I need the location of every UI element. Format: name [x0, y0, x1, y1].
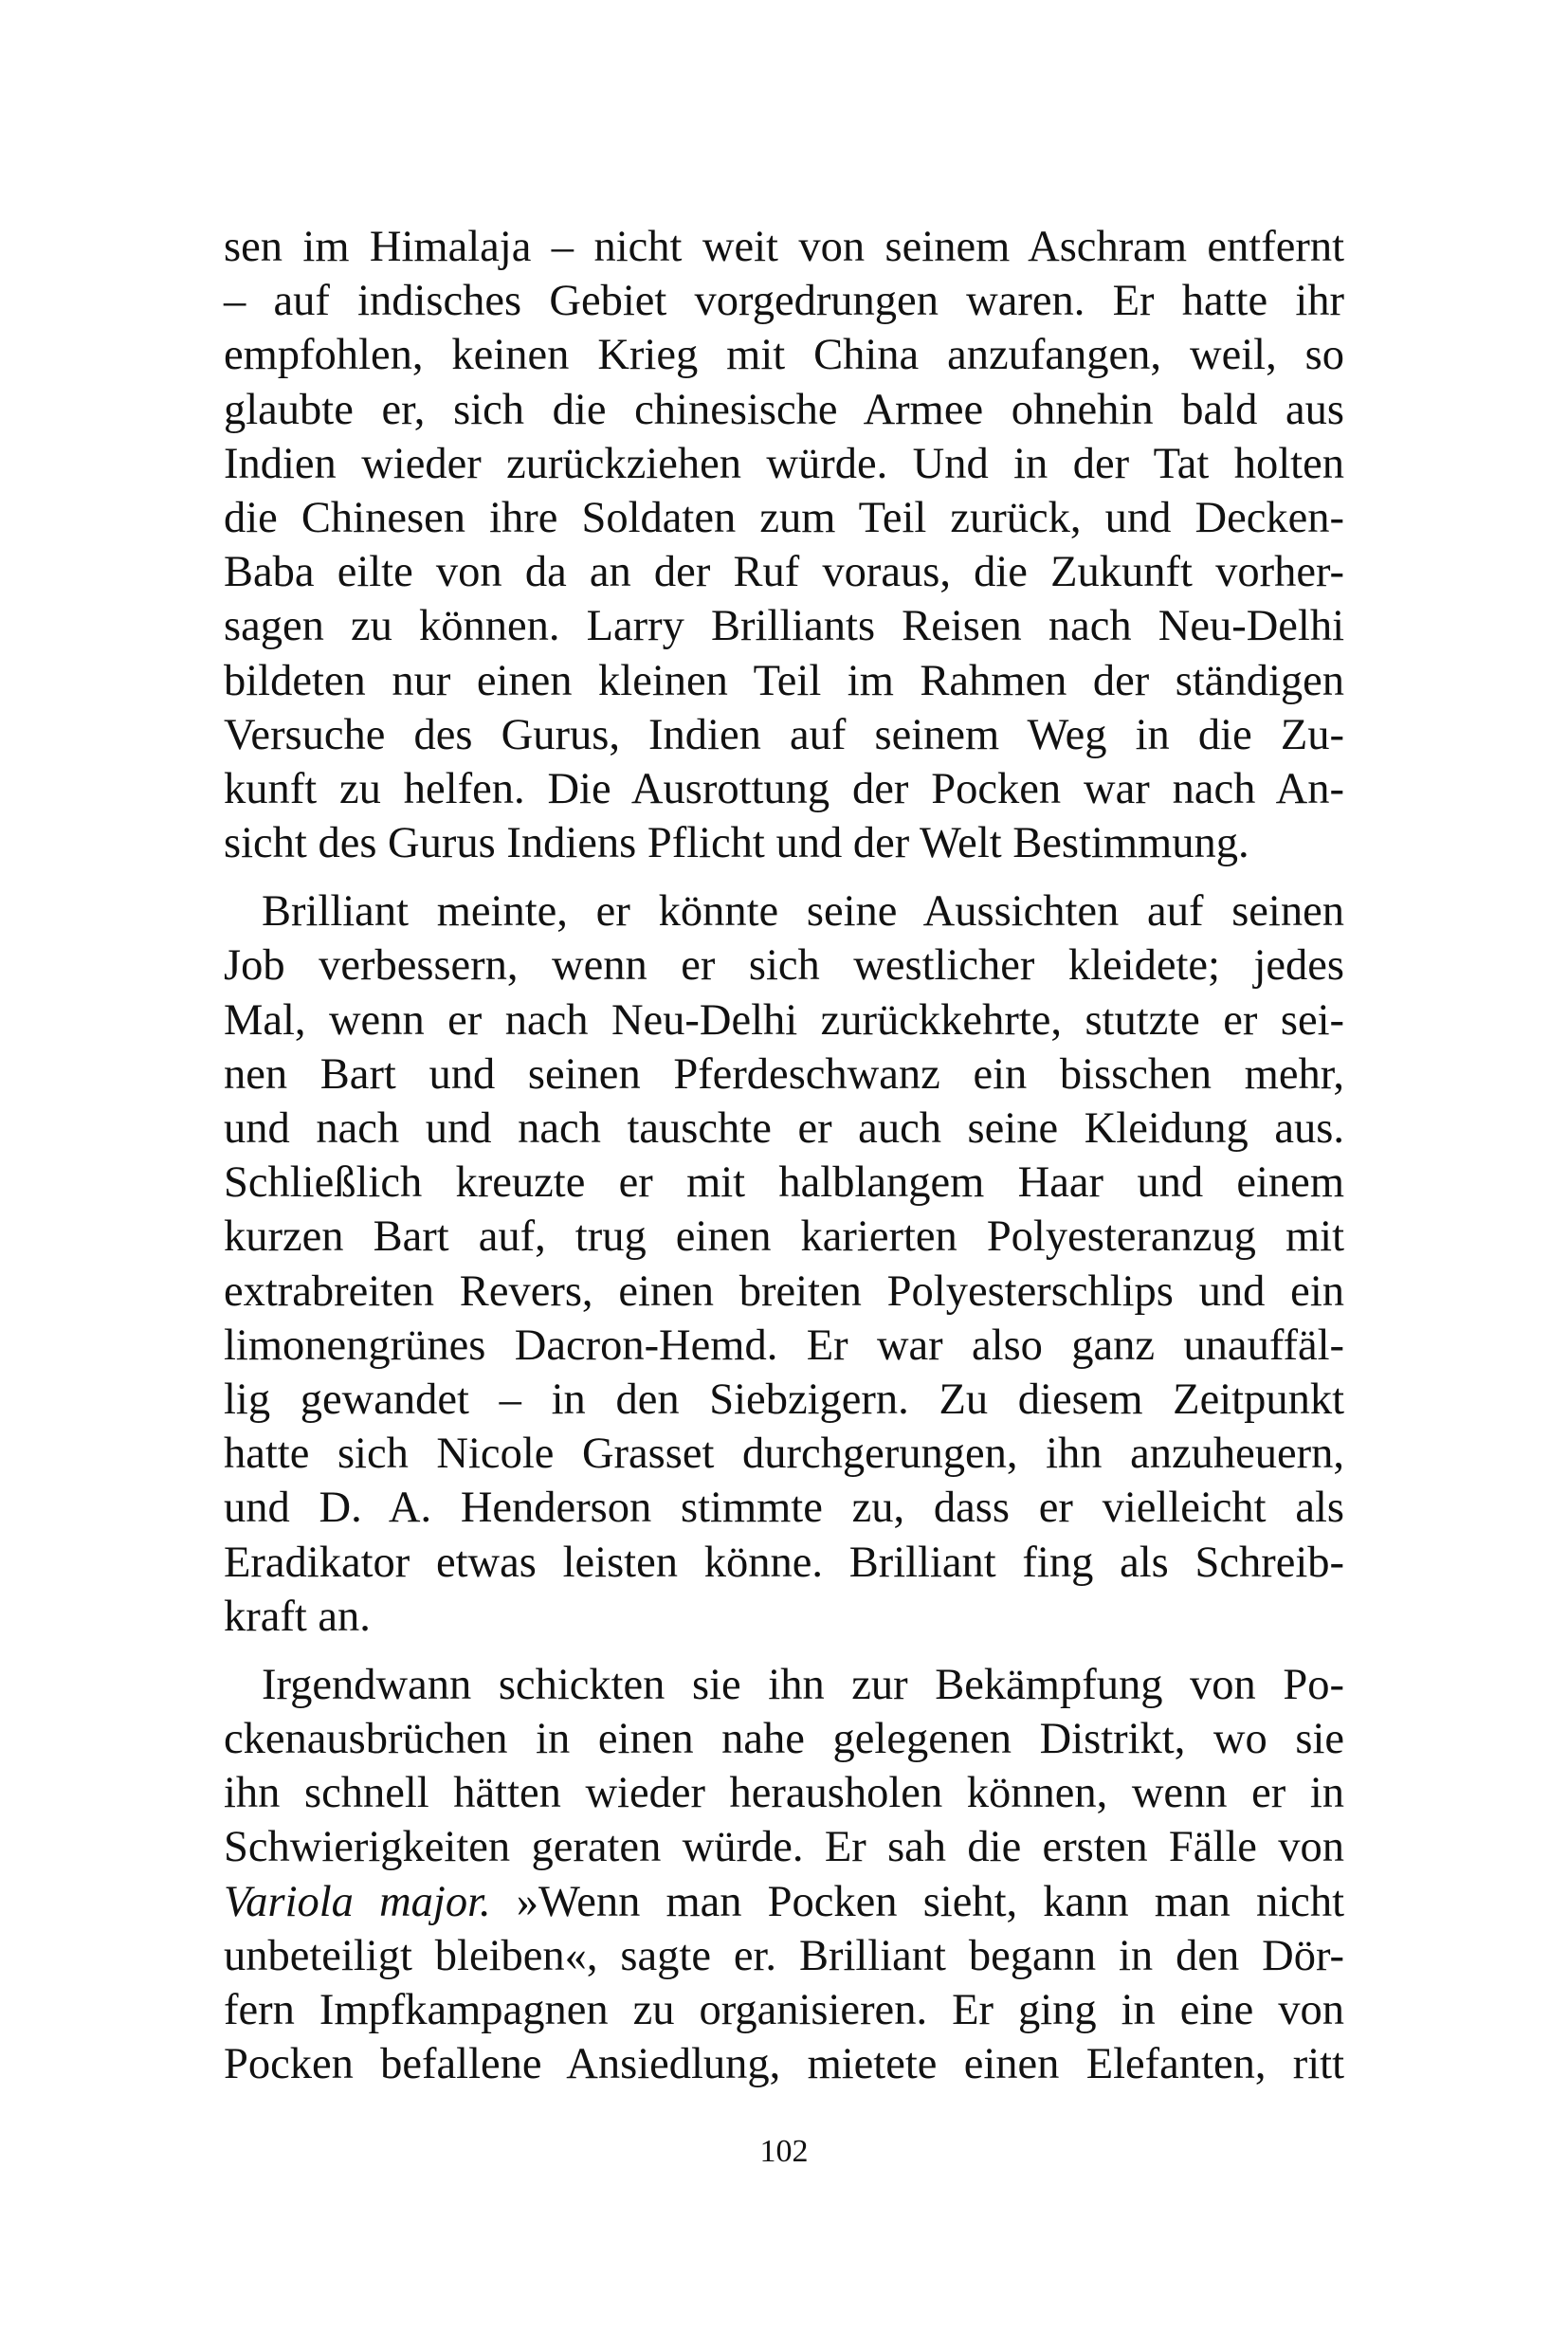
text-line: Job verbessern, wenn er sich westlicher kleidete; jedes — [224, 941, 1344, 991]
text-line: bildeten nur einen kleinen Teil im Rahmen der ständigen — [224, 656, 1344, 705]
text-line: und nach und nach tauschte er auch seine Kleidung aus. — [224, 1104, 1344, 1153]
text-line: Brilliant meinte, er könnte seine Aussichten auf seinen — [262, 887, 1344, 937]
text-line: extrabreiten Revers, einen breiten Polyesterschlips und ein — [224, 1266, 1344, 1316]
text-line: nen Bart und seinen Pferdeschwanz ein bisschen mehr, — [224, 1049, 1344, 1099]
text-line: Irgendwann schickten sie ihn zur Bekämpfung von Po- — [262, 1660, 1344, 1709]
text-line: glaubte er, sich die chinesische Armee ohnehin bald aus — [224, 385, 1344, 434]
text-line: limonengrünes Dacron-Hemd. Er war also ganz unauffäl- — [224, 1321, 1344, 1370]
text-line: – auf indisches Gebiet vorgedrungen waren. Er hatte ihr — [224, 277, 1344, 326]
text-line: sen im Himalaja – nicht weit von seinem Aschram entfernt — [224, 223, 1344, 271]
text-run: »Wenn man Pocken sieht, kann man nicht — [490, 1877, 1344, 1926]
text-line: kunft zu helfen. Die Ausrottung der Pocken war nach An- — [224, 764, 1344, 813]
paragraph-spacer — [224, 870, 1344, 884]
text-line: und D. A. Henderson stimmte zu, dass er vielleicht als — [224, 1484, 1344, 1533]
text-line: Schwierigkeiten geraten würde. Er sah die ersten Fälle von — [224, 1823, 1344, 1872]
text-line: Indien wieder zurückziehen würde. Und in der Tat holten — [224, 439, 1344, 488]
paragraph-spacer — [224, 1644, 1344, 1658]
text-line: Pocken befallene Ansiedlung, mietete einen Elefanten, ritt — [224, 2040, 1344, 2089]
text-line: kraft an. — [224, 1592, 371, 1641]
text-line: ckenausbrüchen in einen nahe gelegenen Distrikt, wo sie — [224, 1715, 1344, 1764]
text-line: sicht des Gurus Indiens Pflicht und der Welt Bestimmung. — [224, 819, 1249, 868]
text-line: hatte sich Nicole Grasset durchgerungen, ihn anzuheuern, — [224, 1430, 1344, 1479]
text-line: empfohlen, keinen Krieg mit China anzufangen, weil, so — [224, 331, 1344, 380]
text-line-mixed — [224, 1875, 1344, 1929]
text-line: Schließlich kreuzte er mit halblangem Haar und einem — [224, 1158, 1344, 1208]
paragraph-1 — [224, 220, 1344, 870]
text-line: ihn schnell hätten wieder herausholen können, wenn er in — [224, 1769, 1344, 1818]
text-line: fern Impfkampagnen zu organisieren. Er ging in eine von — [224, 1986, 1344, 2034]
text-line: Baba eilte von da an der Ruf voraus, die Zukunft vorher- — [224, 548, 1344, 597]
italic-term: Variola major. — [224, 1877, 491, 1926]
paragraph-2 — [224, 884, 1344, 1644]
page-number: 102 — [759, 2134, 809, 2169]
body-text — [224, 220, 1344, 2091]
paragraph-3 — [224, 1658, 1344, 2092]
text-line: unbeteiligt bleiben«, sagte er. Brilliant begann in den Dör- — [224, 1931, 1344, 1980]
text-line: sagen zu können. Larry Brilliants Reisen nach Neu-Delhi — [224, 602, 1344, 651]
text-line: lig gewandet – in den Siebzigern. Zu diesem Zeitpunkt — [224, 1375, 1344, 1424]
text-line: Versuche des Gurus, Indien auf seinem Weg in die Zu- — [224, 710, 1344, 759]
text-line: Eradikator etwas leisten könne. Brilliant fing als Schreib- — [224, 1538, 1344, 1587]
text-line: Mal, wenn er nach Neu-Delhi zurückkehrte, stutzte er sei- — [224, 995, 1344, 1045]
text-line: die Chinesen ihre Soldaten zum Teil zurück, und Decken- — [224, 493, 1344, 542]
text-line: kurzen Bart auf, trug einen karierten Polyesteranzug mit — [224, 1212, 1344, 1262]
